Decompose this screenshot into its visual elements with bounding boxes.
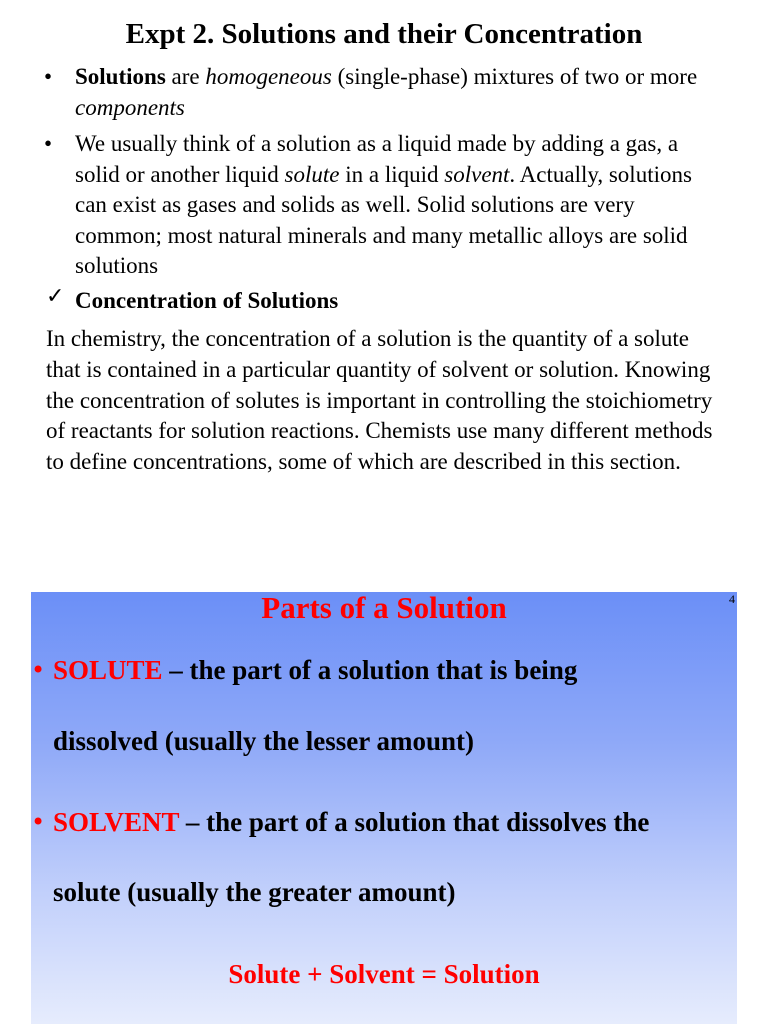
solvent-definition-line1 xyxy=(53,806,649,838)
bullet-text: are xyxy=(165,64,206,89)
concentration-paragraph: In chemistry, the concentration of a solution is the quantity of a solute that is contained in a particular quantity of solvent or solution. Knowing the concentration of solutes is important in controlling the stoichiometry of reactants for solution reactions. Chemists use many different methods to define concentrations, some of which are described in this section. xyxy=(46,326,713,475)
term-homogeneous: homogeneous xyxy=(205,64,332,89)
bullet-dot-icon: • xyxy=(44,64,53,89)
solute-term: SOLUTE xyxy=(53,655,163,685)
solvent-term: SOLVENT xyxy=(53,807,180,837)
red-bullet-icon: • xyxy=(31,808,46,836)
bullet-text: . Actually, solutions can exist as gases and solids as well. Solid solutions are very common; most natural minerals and many metallic alloys are solid solutions xyxy=(75,161,692,278)
bullet-item-solutions xyxy=(44,62,724,123)
checkmark-icon: ✓ xyxy=(46,283,65,309)
term-solutions: Solutions xyxy=(75,64,166,89)
bullet-text: We usually think of a solution as a liquid made by adding a gas, a solid or another liquid xyxy=(75,131,679,187)
page-title: Expt 2. Solutions and their Concentration xyxy=(125,18,643,50)
slide-title: Parts of a Solution xyxy=(261,592,507,625)
term-solute: solute xyxy=(284,161,340,187)
slide-image-parts-of-solution xyxy=(31,592,737,1024)
term-components: components xyxy=(75,94,185,120)
solute-text: – the part of a solution that is being xyxy=(162,655,578,685)
bullet-dot-icon: • xyxy=(44,131,53,156)
slide-number: 4 xyxy=(729,592,735,606)
solution-equation: Solute + Solvent = Solution xyxy=(228,959,540,989)
section-heading-concentration xyxy=(44,283,724,316)
term-solvent: solvent xyxy=(444,161,510,187)
bullet-item-solution-description xyxy=(44,129,724,282)
solvent-text: – the part of a solution that dissolves the xyxy=(179,807,650,837)
bullet-text: in a liquid xyxy=(339,161,445,187)
red-bullet-icon: • xyxy=(31,656,46,684)
bullet-list xyxy=(44,62,724,316)
section-heading-text: Concentration of Solutions xyxy=(75,287,339,313)
solvent-definition-line2: solute (usually the greater amount) xyxy=(53,877,456,907)
bullet-text: (single-phase) mixtures of two or more xyxy=(331,64,698,89)
solute-definition-line2: dissolved (usually the lesser amount) xyxy=(53,726,475,756)
solute-definition-line1 xyxy=(53,654,577,686)
